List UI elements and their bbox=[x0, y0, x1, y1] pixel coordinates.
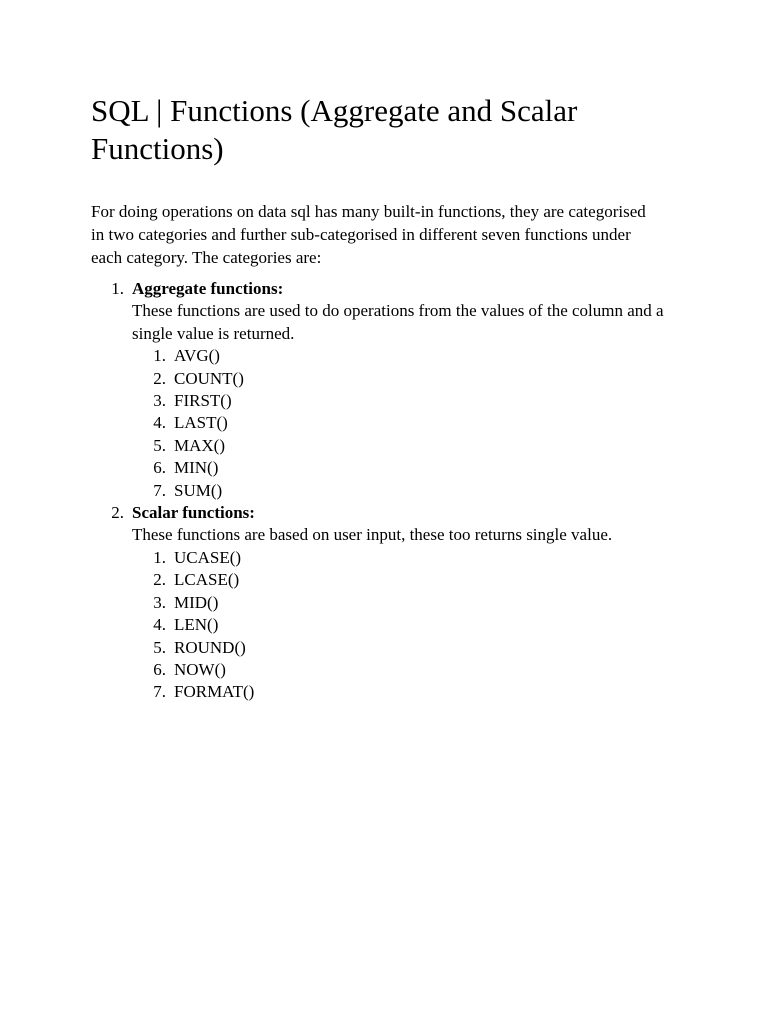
function-name: FORMAT() bbox=[174, 682, 255, 702]
list-item-number: 3. bbox=[153, 391, 166, 411]
intro-paragraph: For doing operations on data sql has many built-in functions, they are categorised in two categories and further sub-categorised in different seven functions under each category. The categories are: bbox=[91, 202, 646, 267]
list-item bbox=[132, 480, 691, 502]
list-item bbox=[132, 368, 691, 390]
function-name: SUM() bbox=[174, 480, 223, 500]
list-item bbox=[132, 681, 691, 703]
category-item-scalar bbox=[91, 502, 691, 704]
category-title: Aggregate functions: bbox=[132, 279, 284, 298]
function-name: NOW() bbox=[174, 659, 226, 679]
list-item-number: 6. bbox=[153, 458, 166, 478]
document-page bbox=[91, 92, 691, 704]
list-item bbox=[132, 390, 691, 412]
function-list-scalar bbox=[132, 547, 691, 704]
list-item-number: 7. bbox=[153, 480, 166, 500]
list-item-number: 7. bbox=[153, 682, 166, 702]
list-item-number: 5. bbox=[153, 637, 166, 657]
list-item-number: 6. bbox=[153, 659, 166, 679]
list-item-number: 1. bbox=[153, 547, 166, 567]
function-name: LEN() bbox=[174, 615, 219, 635]
function-name: LAST() bbox=[174, 413, 228, 433]
category-description: These functions are used to do operations from the values of the column and a single value is returned. bbox=[132, 301, 664, 343]
list-item bbox=[132, 614, 691, 636]
function-name: COUNT() bbox=[174, 368, 244, 388]
list-item bbox=[132, 412, 691, 434]
list-item bbox=[132, 659, 691, 681]
category-title: Scalar functions: bbox=[132, 503, 255, 523]
list-item bbox=[132, 569, 691, 591]
category-description: These functions are based on user input, these too returns single value. bbox=[132, 525, 613, 545]
list-item-number: 3. bbox=[153, 592, 166, 612]
list-item-number: 4. bbox=[153, 413, 166, 433]
category-list bbox=[91, 278, 691, 704]
function-name: UCASE() bbox=[174, 547, 242, 567]
list-item-number: 4. bbox=[153, 615, 166, 635]
function-name: AVG() bbox=[174, 346, 220, 366]
function-name: FIRST() bbox=[174, 391, 232, 411]
list-item bbox=[132, 547, 691, 569]
category-item-aggregate bbox=[91, 278, 691, 502]
list-item-number: 2. bbox=[153, 368, 166, 388]
category-number: 2. bbox=[111, 503, 124, 523]
list-item-number: 1. bbox=[153, 346, 166, 366]
list-item bbox=[132, 457, 691, 479]
list-item bbox=[132, 435, 691, 457]
page-title: SQL | Functions (Aggregate and Scalar Functions) bbox=[91, 93, 578, 166]
list-item bbox=[132, 345, 691, 367]
function-name: MID() bbox=[174, 592, 219, 612]
function-name: ROUND() bbox=[174, 637, 246, 657]
category-number: 1. bbox=[111, 279, 124, 298]
function-list-aggregate bbox=[132, 345, 691, 502]
list-item-number: 2. bbox=[153, 570, 166, 590]
function-name: LCASE() bbox=[174, 570, 240, 590]
list-item bbox=[132, 592, 691, 614]
list-item bbox=[132, 637, 691, 659]
function-name: MAX() bbox=[174, 435, 225, 455]
function-name: MIN() bbox=[174, 458, 219, 478]
list-item-number: 5. bbox=[153, 435, 166, 455]
